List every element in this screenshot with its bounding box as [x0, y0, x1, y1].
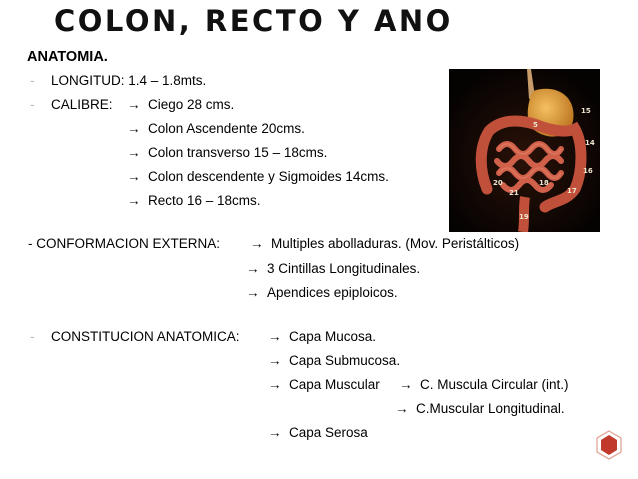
- abolladuras-text: Multiples abolladuras. (Mov. Peristálticos): [271, 236, 520, 251]
- slide-badge-icon: [596, 430, 622, 460]
- digestive-tract-icon: [449, 69, 600, 232]
- muscular-longitudinal-text: C.Muscular Longitudinal.: [416, 401, 565, 416]
- arrow-icon: →: [399, 377, 413, 392]
- illustration-label: 21: [509, 189, 519, 197]
- apendices-text: Apendices epiploicos.: [267, 285, 398, 300]
- arrow-icon: →: [246, 261, 260, 276]
- illustration-label: 16: [583, 167, 593, 175]
- cintillas-text: 3 Cintillas Longitudinales.: [267, 261, 421, 276]
- illustration-label: 5: [533, 121, 538, 129]
- illustration-label: 14: [585, 139, 595, 147]
- slide-title: COLON, RECTO Y ANO: [54, 4, 453, 38]
- illustration-label: 20: [493, 179, 503, 187]
- recto-text: Recto 16 – 18cms.: [148, 193, 261, 208]
- arrow-icon: →: [246, 285, 260, 300]
- bullet-dash: -: [30, 329, 35, 344]
- constitucion-label: CONSTITUCION ANATOMICA:: [51, 329, 240, 344]
- calibre-ciego-text: Ciego 28 cms.: [148, 97, 235, 112]
- illustration-label: 15: [581, 107, 591, 115]
- muscula-circular-text: C. Muscula Circular (int.): [420, 377, 569, 392]
- illustration-label: 18: [539, 179, 549, 187]
- arrow-icon: →: [127, 121, 141, 136]
- arrow-icon: →: [250, 236, 264, 251]
- arrow-icon: →: [395, 401, 409, 416]
- bullet-dash: -: [30, 73, 35, 88]
- longitud-text: LONGITUD: 1.4 – 1.8mts.: [51, 73, 207, 88]
- colon-descendente-text: Colon descendente y Sigmoides 14cms.: [148, 169, 389, 184]
- bullet-dash: -: [30, 97, 35, 112]
- digestive-tract-illustration: [449, 69, 600, 232]
- arrow-icon: →: [268, 425, 282, 440]
- capa-submucosa-text: Capa Submucosa.: [289, 353, 401, 368]
- arrow-icon: →: [127, 193, 141, 208]
- arrow-icon: →: [268, 377, 282, 392]
- arrow-icon: →: [127, 169, 141, 184]
- capa-muscular-text: Capa Muscular: [289, 377, 380, 392]
- illustration-label: 17: [567, 187, 577, 195]
- section-heading: ANATOMIA.: [27, 49, 108, 65]
- conformacion-label: - CONFORMACION EXTERNA:: [28, 236, 221, 251]
- calibre-label: CALIBRE:: [51, 97, 113, 112]
- colon-ascendente-text: Colon Ascendente 20cms.: [148, 121, 305, 136]
- arrow-icon: →: [268, 329, 282, 344]
- arrow-icon: →: [268, 353, 282, 368]
- arrow-icon: →: [127, 145, 141, 160]
- arrow-icon: →: [127, 97, 141, 112]
- illustration-label: 19: [519, 213, 529, 221]
- capa-serosa-text: Capa Serosa: [289, 425, 368, 440]
- colon-transverso-text: Colon transverso 15 – 18cms.: [148, 145, 328, 160]
- capa-mucosa-text: Capa Mucosa.: [289, 329, 377, 344]
